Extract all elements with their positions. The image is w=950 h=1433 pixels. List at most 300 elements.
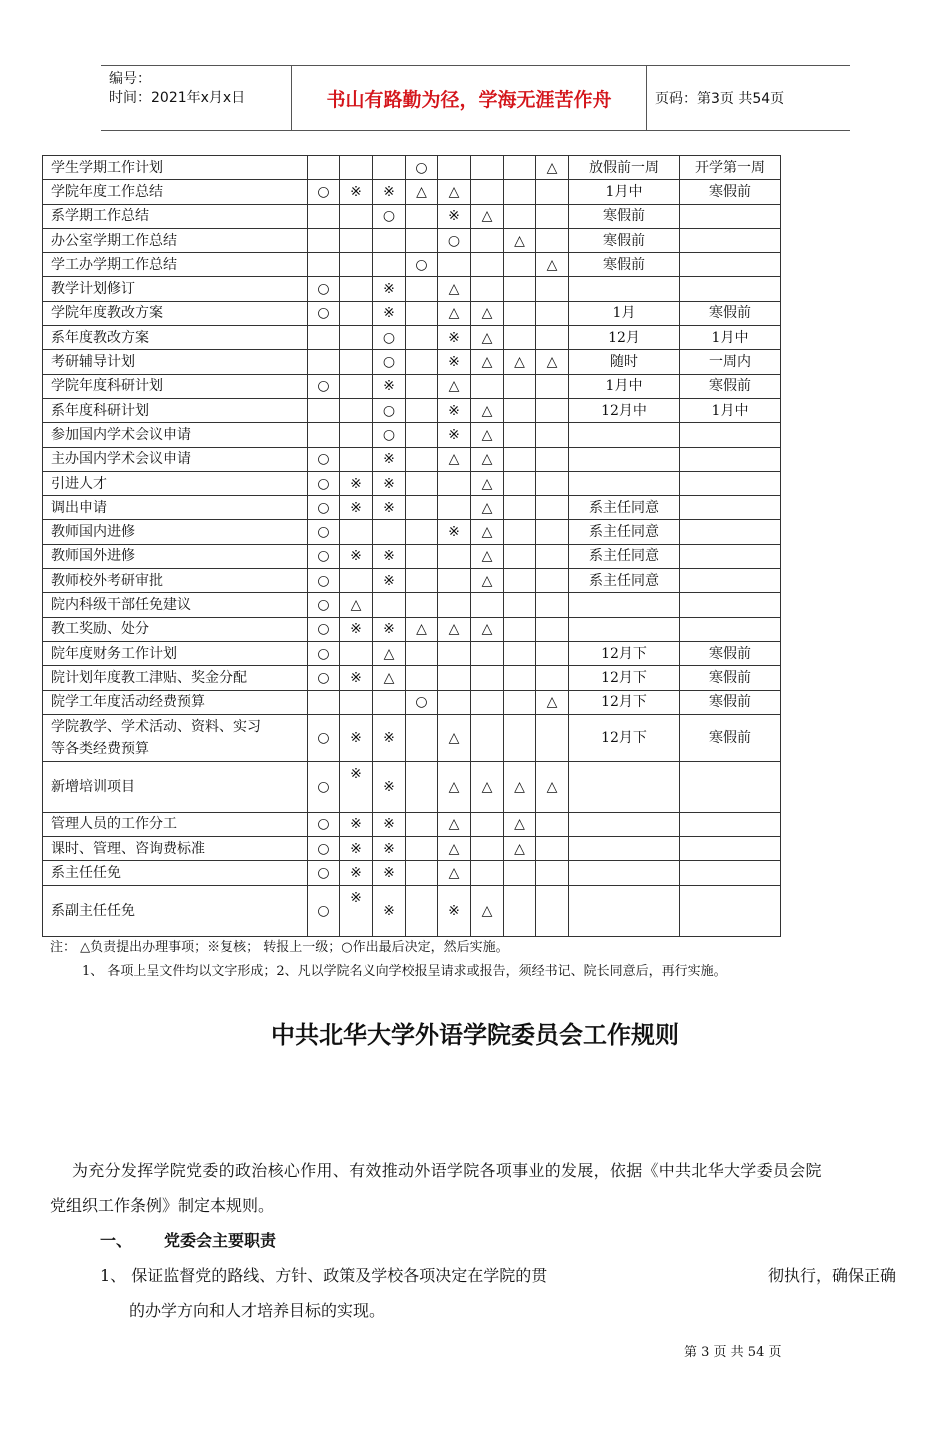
table-cell <box>406 520 438 544</box>
table-cell <box>438 156 471 180</box>
table-cell <box>406 812 438 836</box>
table-cell: 开学第一周 <box>680 156 781 180</box>
row-item-name: 院年度财务工作计划 <box>43 641 308 665</box>
table-cell <box>536 544 569 568</box>
table-cell: ○ <box>308 885 340 936</box>
table-cell <box>406 666 438 690</box>
table-cell <box>471 228 504 252</box>
table-cell: △ <box>438 761 471 812</box>
table-cell: ○ <box>373 398 406 422</box>
table-cell: ○ <box>308 301 340 325</box>
table-row <box>43 761 781 812</box>
row-item-name: 学工办学期工作总结 <box>43 253 308 277</box>
page-footer: 第 3 页 共 54 页 <box>684 1345 782 1360</box>
table-cell <box>471 666 504 690</box>
table-cell <box>406 544 438 568</box>
table-cell: ※ <box>438 350 471 374</box>
table-cell: 寒假前 <box>680 690 781 714</box>
table-cell: ○ <box>308 520 340 544</box>
table-cell: 寒假前 <box>680 301 781 325</box>
table-cell <box>438 544 471 568</box>
table-cell: △ <box>536 156 569 180</box>
table-cell <box>504 544 536 568</box>
table-cell: 系主任同意 <box>569 544 680 568</box>
table-cell: ○ <box>308 714 340 761</box>
table-cell: △ <box>471 520 504 544</box>
table-cell <box>504 423 536 447</box>
table-row <box>43 520 781 544</box>
table-cell <box>680 228 781 252</box>
table-cell <box>406 204 438 228</box>
table-cell <box>536 861 569 885</box>
table-row <box>43 277 781 301</box>
table-cell: ※ <box>438 423 471 447</box>
row-item-name: 学生学期工作计划 <box>43 156 308 180</box>
table-cell <box>340 423 373 447</box>
row-item-name: 管理人员的工作分工 <box>43 812 308 836</box>
table-row <box>43 861 781 885</box>
table-cell <box>504 277 536 301</box>
table-cell: ※ <box>340 544 373 568</box>
table-cell: △ <box>471 423 504 447</box>
table-cell <box>569 837 680 861</box>
table-row <box>43 690 781 714</box>
row-item-name: 系学期工作总结 <box>43 204 308 228</box>
table-cell: △ <box>438 180 471 204</box>
table-cell <box>536 398 569 422</box>
table-cell: ※ <box>340 861 373 885</box>
table-cell: 12月中 <box>569 398 680 422</box>
table-cell: 1月中 <box>680 326 781 350</box>
table-note-legend: 注： △负责提出办理事项；※复核； 转报上一级；○作出最后决定，然后实施。 <box>50 940 509 955</box>
table-cell <box>569 277 680 301</box>
table-cell: ○ <box>308 617 340 641</box>
table-cell <box>569 447 680 471</box>
row-item-name: 系年度教改方案 <box>43 326 308 350</box>
table-row <box>43 156 781 180</box>
table-cell <box>308 228 340 252</box>
table-cell: ○ <box>308 812 340 836</box>
table-cell: 寒假前 <box>680 641 781 665</box>
number-label: 编号： <box>109 71 151 87</box>
table-cell: ○ <box>406 253 438 277</box>
table-cell <box>340 253 373 277</box>
table-cell <box>536 204 569 228</box>
table-cell: △ <box>438 301 471 325</box>
approval-table <box>42 155 781 937</box>
table-cell <box>504 204 536 228</box>
table-cell: △ <box>373 641 406 665</box>
table-cell <box>504 447 536 471</box>
table-cell: ○ <box>308 761 340 812</box>
table-cell <box>471 277 504 301</box>
table-cell: ○ <box>308 180 340 204</box>
table-cell <box>406 641 438 665</box>
table-cell <box>406 714 438 761</box>
table-cell: ※ <box>373 812 406 836</box>
table-row <box>43 423 781 447</box>
table-cell <box>504 398 536 422</box>
table-cell <box>569 812 680 836</box>
row-item-name: 教工奖励、处分 <box>43 617 308 641</box>
row-item-name: 系年度科研计划 <box>43 398 308 422</box>
table-cell <box>308 690 340 714</box>
table-cell <box>680 617 781 641</box>
table-cell <box>536 837 569 861</box>
table-cell: △ <box>471 301 504 325</box>
table-cell: 放假前一周 <box>569 156 680 180</box>
table-cell: ※ <box>340 666 373 690</box>
table-cell: ※ <box>340 812 373 836</box>
table-cell <box>373 253 406 277</box>
table-cell <box>471 180 504 204</box>
table-cell: 寒假前 <box>680 714 781 761</box>
row-item-name: 学院年度教改方案 <box>43 301 308 325</box>
page-header <box>101 65 850 131</box>
table-row <box>43 885 781 936</box>
table-row <box>43 350 781 374</box>
table-cell: △ <box>536 761 569 812</box>
table-cell: 1月中 <box>680 398 781 422</box>
table-cell <box>308 253 340 277</box>
section-title: 党委会主要职责 <box>164 1231 277 1250</box>
table-row <box>43 180 781 204</box>
table-cell <box>406 471 438 495</box>
table-cell <box>680 812 781 836</box>
table-cell <box>406 885 438 936</box>
table-cell: 系主任同意 <box>569 520 680 544</box>
table-cell: △ <box>504 350 536 374</box>
table-cell: ※ <box>340 617 373 641</box>
row-item-name: 引进人才 <box>43 471 308 495</box>
table-cell <box>536 520 569 544</box>
table-row <box>43 326 781 350</box>
item1-text-part1: 1、 保证监督党的路线、方针、政策及学校各项决定在学院的贯 <box>100 1266 548 1285</box>
table-cell <box>504 496 536 520</box>
table-cell <box>340 569 373 593</box>
table-cell <box>406 228 438 252</box>
table-cell: 1月 <box>569 301 680 325</box>
row-item-name: 系主任任免 <box>43 861 308 885</box>
table-cell <box>438 690 471 714</box>
table-cell: ※ <box>373 761 406 812</box>
table-cell <box>471 837 504 861</box>
table-cell: 1月中 <box>569 180 680 204</box>
table-cell: ○ <box>308 569 340 593</box>
row-item-name: 教学计划修订 <box>43 277 308 301</box>
row-item-name: 参加国内学术会议申请 <box>43 423 308 447</box>
table-cell <box>504 861 536 885</box>
table-cell <box>340 204 373 228</box>
table-cell <box>536 714 569 761</box>
table-cell: 寒假前 <box>680 180 781 204</box>
row-item-name: 课时、管理、咨询费标准 <box>43 837 308 861</box>
table-cell <box>536 641 569 665</box>
table-row <box>43 837 781 861</box>
table-cell: △ <box>536 350 569 374</box>
table-cell <box>406 569 438 593</box>
row-item-name: 院学工年度活动经费预算 <box>43 690 308 714</box>
table-cell <box>438 641 471 665</box>
table-cell <box>471 861 504 885</box>
table-cell: ※ <box>373 301 406 325</box>
table-cell <box>471 593 504 617</box>
table-cell <box>340 228 373 252</box>
table-cell <box>536 666 569 690</box>
table-cell <box>308 350 340 374</box>
table-cell <box>340 398 373 422</box>
table-cell: △ <box>471 761 504 812</box>
table-cell <box>438 666 471 690</box>
table-cell <box>406 837 438 861</box>
table-cell <box>340 690 373 714</box>
row-item-name: 学院年度科研计划 <box>43 374 308 398</box>
table-cell <box>680 447 781 471</box>
table-cell <box>569 861 680 885</box>
table-cell: ※ <box>340 885 373 936</box>
table-cell: △ <box>504 761 536 812</box>
row-item-name: 教师国内进修 <box>43 520 308 544</box>
table-cell: ※ <box>438 520 471 544</box>
table-cell: ※ <box>340 471 373 495</box>
table-cell <box>536 301 569 325</box>
table-cell: △ <box>438 617 471 641</box>
motto: 书山有路勤为径，学海无涯苦作舟 <box>292 66 647 130</box>
table-cell <box>569 885 680 936</box>
table-cell <box>340 277 373 301</box>
table-cell: ○ <box>438 228 471 252</box>
table-cell <box>373 520 406 544</box>
table-cell: △ <box>438 277 471 301</box>
table-cell: ※ <box>438 398 471 422</box>
table-cell: △ <box>471 569 504 593</box>
table-cell <box>680 837 781 861</box>
table-cell: ※ <box>373 861 406 885</box>
table-row <box>43 471 781 495</box>
table-cell: 寒假前 <box>569 204 680 228</box>
table-cell: ○ <box>373 350 406 374</box>
table-cell: △ <box>406 180 438 204</box>
table-cell: ※ <box>340 837 373 861</box>
table-cell: ※ <box>373 447 406 471</box>
item1-text-line2: 的办学方向和人才培养目标的实现。 <box>129 1301 386 1320</box>
table-row <box>43 447 781 471</box>
table-cell <box>504 714 536 761</box>
row-item-name: 考研辅导计划 <box>43 350 308 374</box>
table-row <box>43 569 781 593</box>
table-cell <box>504 569 536 593</box>
row-item-name: 新增培训项目 <box>43 761 308 812</box>
row-item-name: 教师国外进修 <box>43 544 308 568</box>
table-cell <box>536 447 569 471</box>
table-cell <box>536 423 569 447</box>
table-cell: △ <box>373 666 406 690</box>
table-cell: ※ <box>373 569 406 593</box>
row-item-name: 调出申请 <box>43 496 308 520</box>
table-cell <box>504 666 536 690</box>
table-cell: ○ <box>308 496 340 520</box>
section-number: 一、 <box>100 1231 133 1250</box>
time-label: 时间：2021年x月x日 <box>109 90 246 106</box>
table-cell: 系主任同意 <box>569 496 680 520</box>
table-cell: △ <box>471 350 504 374</box>
table-cell: 系主任同意 <box>569 569 680 593</box>
table-cell: △ <box>438 374 471 398</box>
table-cell <box>438 593 471 617</box>
table-cell: △ <box>471 204 504 228</box>
table-cell: △ <box>471 544 504 568</box>
table-row <box>43 714 781 761</box>
table-cell <box>680 496 781 520</box>
table-cell <box>406 301 438 325</box>
item1-text-part2: 彻执行，确保正确 <box>768 1266 897 1285</box>
table-cell <box>406 374 438 398</box>
table-cell: ○ <box>406 156 438 180</box>
table-cell: 寒假前 <box>680 666 781 690</box>
table-cell: △ <box>504 812 536 836</box>
table-cell: △ <box>438 837 471 861</box>
table-cell: △ <box>406 617 438 641</box>
table-cell <box>680 204 781 228</box>
row-item-name-line2: 等各类经费预算 <box>51 740 149 757</box>
table-cell: ○ <box>373 204 406 228</box>
table-cell <box>471 374 504 398</box>
table-cell <box>340 350 373 374</box>
table-cell: ※ <box>373 471 406 495</box>
table-cell <box>438 471 471 495</box>
table-cell <box>308 326 340 350</box>
table-cell: ○ <box>373 423 406 447</box>
table-row <box>43 253 781 277</box>
table-cell: △ <box>471 447 504 471</box>
table-cell <box>504 180 536 204</box>
row-item-name: 教师校外考研审批 <box>43 569 308 593</box>
table-cell <box>308 423 340 447</box>
table-cell: △ <box>438 861 471 885</box>
table-cell: ※ <box>340 714 373 761</box>
table-cell: ※ <box>373 544 406 568</box>
table-cell: ※ <box>373 277 406 301</box>
table-cell: 12月 <box>569 326 680 350</box>
table-row <box>43 641 781 665</box>
table-cell: △ <box>438 447 471 471</box>
table-cell <box>471 714 504 761</box>
table-cell <box>536 812 569 836</box>
table-cell: ※ <box>340 180 373 204</box>
table-cell <box>308 156 340 180</box>
table-row <box>43 204 781 228</box>
table-cell <box>680 253 781 277</box>
table-cell: 一周内 <box>680 350 781 374</box>
table-cell <box>504 326 536 350</box>
table-cell: ○ <box>308 837 340 861</box>
table-cell: △ <box>471 617 504 641</box>
intro-paragraph-line2: 党组织工作条例》制定本规则。 <box>50 1196 275 1215</box>
table-cell <box>536 471 569 495</box>
table-cell: ○ <box>308 447 340 471</box>
table-cell <box>471 156 504 180</box>
table-cell: 随时 <box>569 350 680 374</box>
table-cell: 寒假前 <box>680 374 781 398</box>
table-cell <box>504 301 536 325</box>
table-cell <box>504 641 536 665</box>
table-cell <box>504 253 536 277</box>
table-cell: ○ <box>308 666 340 690</box>
table-cell <box>308 204 340 228</box>
table-cell <box>406 326 438 350</box>
table-cell <box>504 593 536 617</box>
table-row <box>43 398 781 422</box>
table-row <box>43 228 781 252</box>
table-cell <box>680 761 781 812</box>
table-cell <box>536 496 569 520</box>
row-item-name: 办公室学期工作总结 <box>43 228 308 252</box>
table-cell <box>680 520 781 544</box>
table-cell <box>406 447 438 471</box>
table-cell <box>406 761 438 812</box>
table-cell: ※ <box>373 496 406 520</box>
table-cell <box>471 812 504 836</box>
table-cell <box>340 374 373 398</box>
table-cell <box>406 861 438 885</box>
table-cell <box>373 156 406 180</box>
intro-paragraph-line1: 为充分发挥学院党委的政治核心作用、有效推动外语学院各项事业的发展，依据《中共北华大学委员会院 <box>72 1161 822 1180</box>
row-item-name: 系副主任任免 <box>43 885 308 936</box>
table-cell: 1月中 <box>569 374 680 398</box>
table-row <box>43 496 781 520</box>
section-heading <box>100 1228 276 1251</box>
table-cell <box>680 471 781 495</box>
table-cell <box>536 593 569 617</box>
table-cell <box>373 690 406 714</box>
table-cell <box>438 496 471 520</box>
table-row <box>43 666 781 690</box>
table-cell <box>471 690 504 714</box>
table-cell: △ <box>471 885 504 936</box>
table-row <box>43 593 781 617</box>
table-cell <box>680 569 781 593</box>
table-cell <box>536 228 569 252</box>
table-cell <box>569 617 680 641</box>
table-cell <box>340 641 373 665</box>
table-cell <box>406 423 438 447</box>
table-cell: ○ <box>308 277 340 301</box>
table-cell <box>504 520 536 544</box>
row-item-name <box>43 714 308 761</box>
row-item-name: 学院年度工作总结 <box>43 180 308 204</box>
table-cell <box>406 350 438 374</box>
table-cell <box>680 861 781 885</box>
table-cell <box>680 423 781 447</box>
table-cell <box>471 641 504 665</box>
table-cell: ○ <box>406 690 438 714</box>
table-cell: ○ <box>308 471 340 495</box>
table-cell <box>438 569 471 593</box>
table-note-rules: 1、 各项上呈文件均以文字形成；2、凡以学院名义向学校报呈请求或报告，须经书记、院长同意后，再行实施。 <box>82 964 727 979</box>
table-cell <box>373 228 406 252</box>
table-cell <box>504 617 536 641</box>
table-row <box>43 301 781 325</box>
table-cell <box>536 617 569 641</box>
table-cell <box>504 885 536 936</box>
table-cell <box>406 398 438 422</box>
table-cell: △ <box>438 812 471 836</box>
table-cell <box>536 374 569 398</box>
table-cell <box>569 423 680 447</box>
table-cell: ※ <box>340 761 373 812</box>
table-cell <box>373 593 406 617</box>
page-label: 页码：第3页 共54页 <box>655 91 785 107</box>
